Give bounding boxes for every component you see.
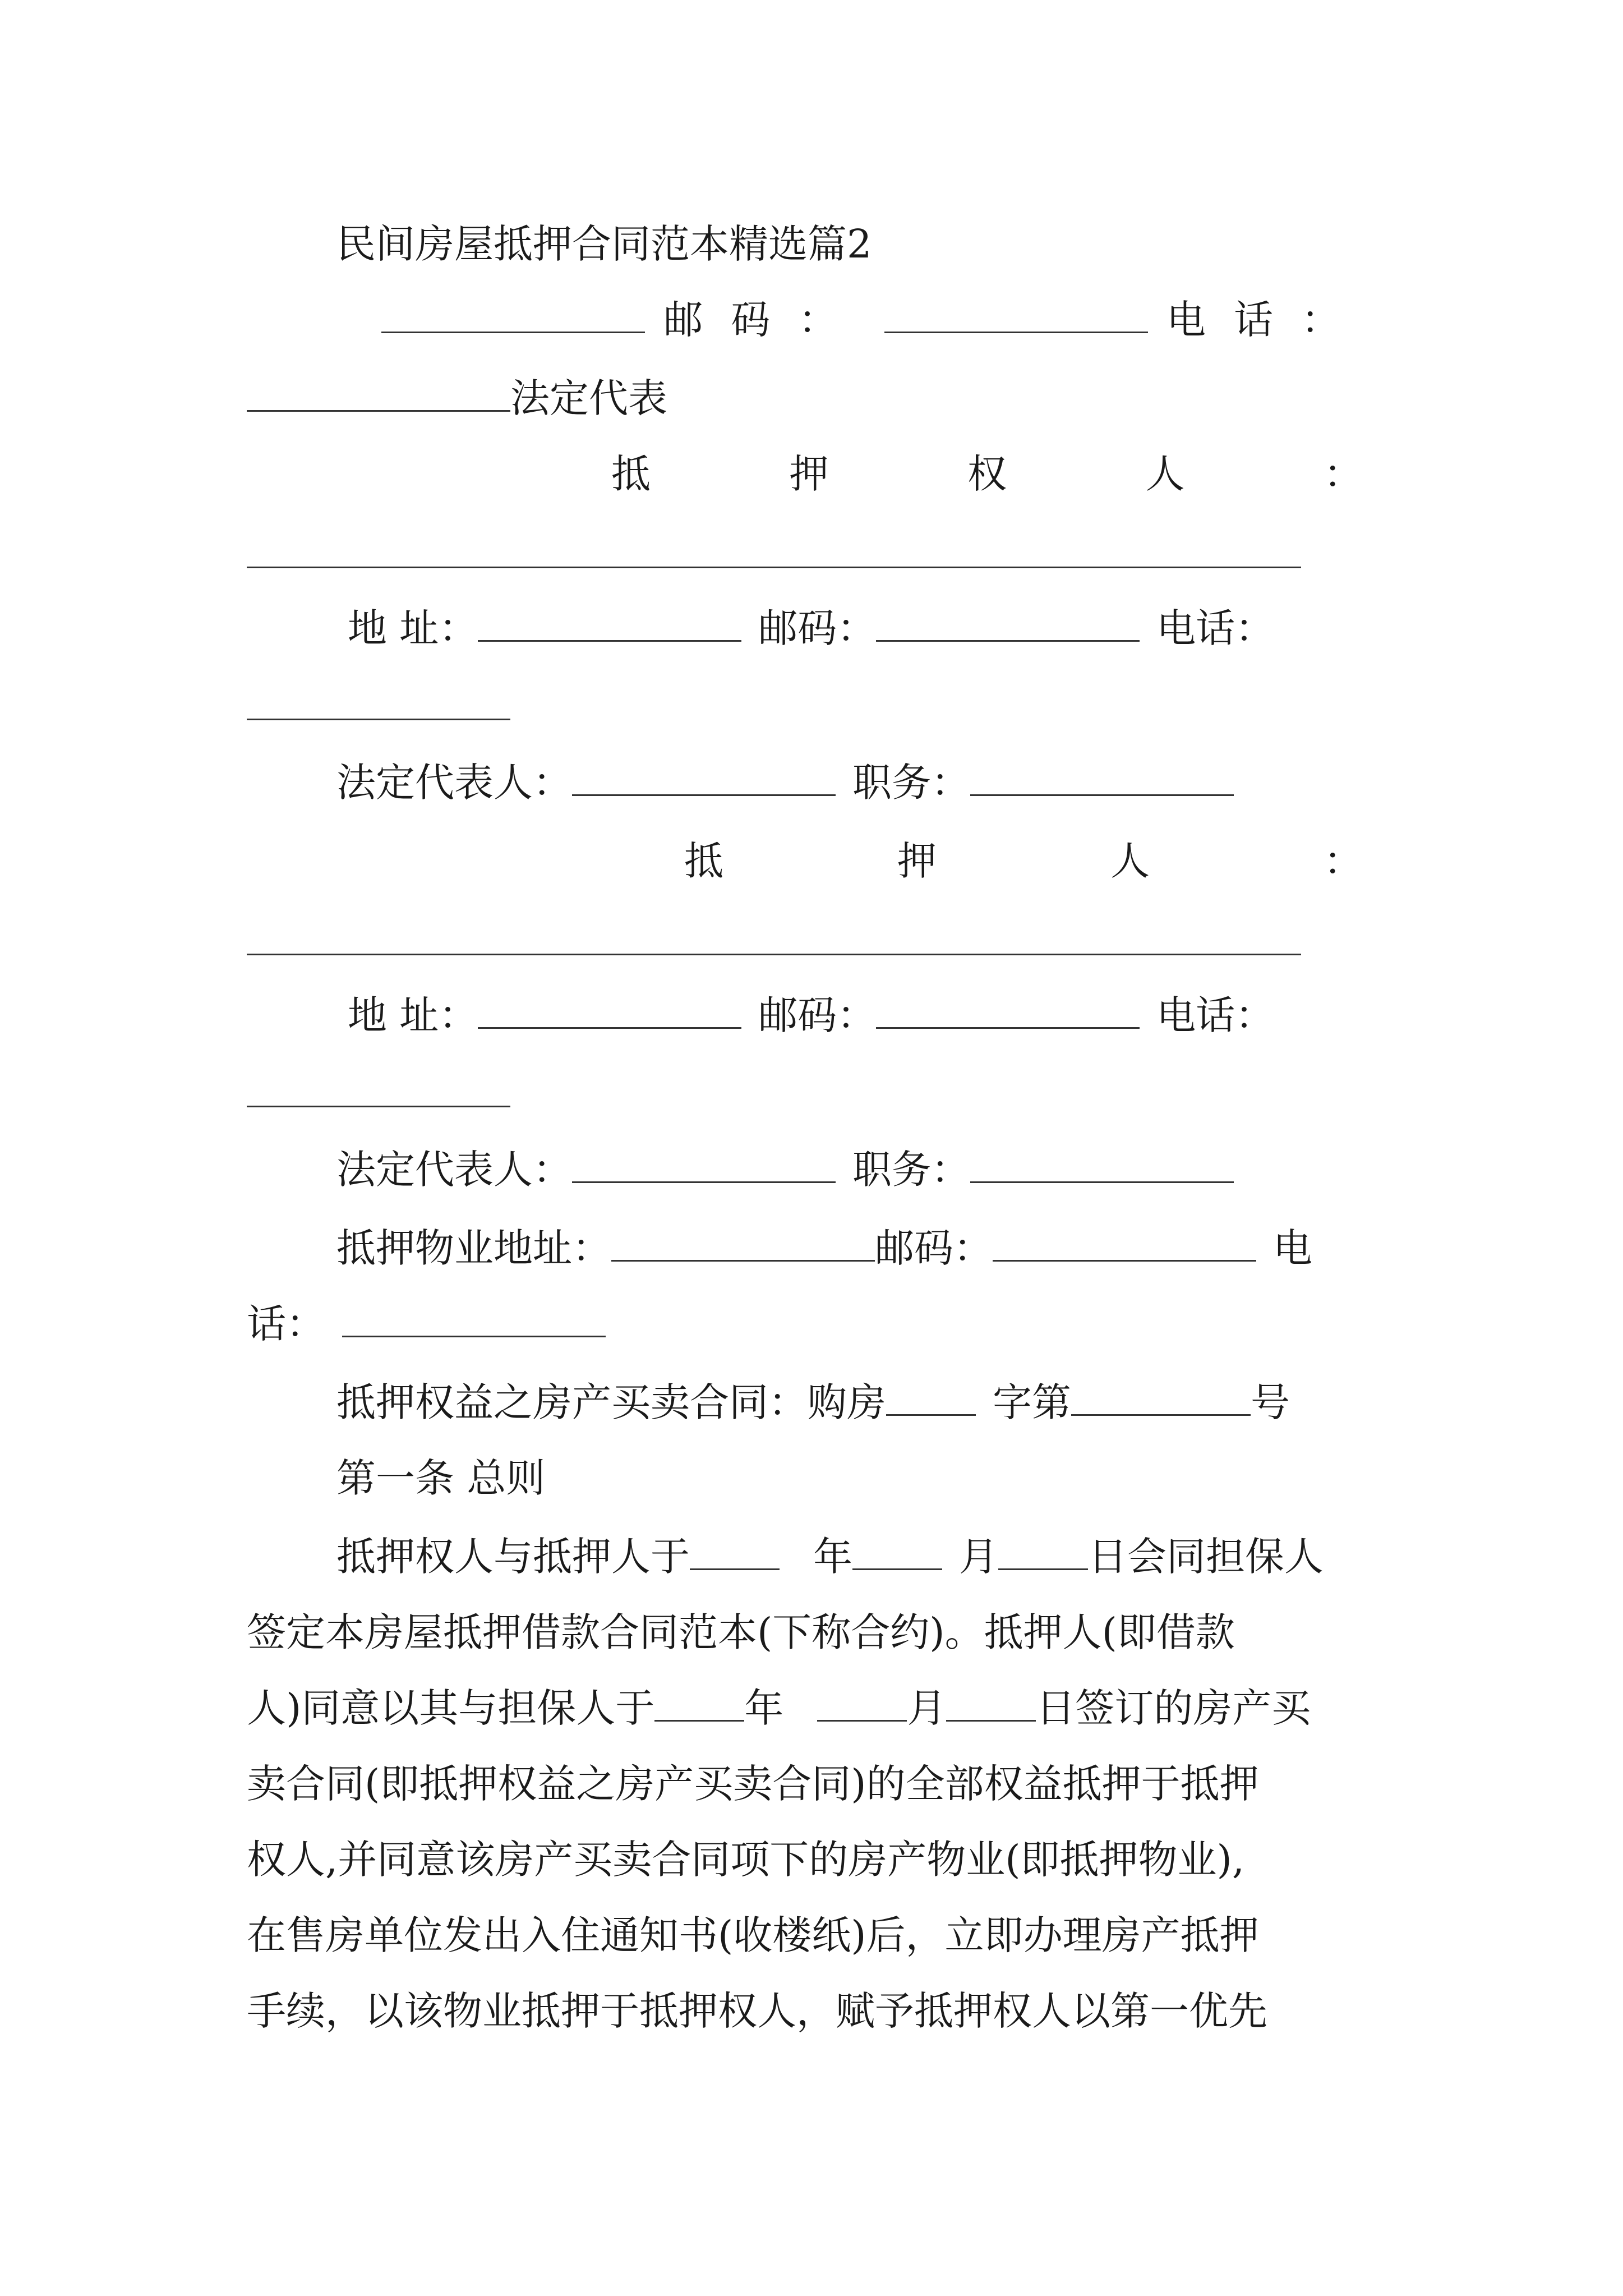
blank-field[interactable] <box>572 1148 836 1183</box>
blank-field[interactable] <box>876 993 1140 1029</box>
mortgagee-char: 权 <box>967 451 1007 497</box>
body-line-2: 签定本房屋抵押借款合同范本(下称合约)。抵押人(即借款 <box>247 1609 1235 1655</box>
document-title: 民间房屋抵押合同范本精选篇2 <box>336 221 872 267</box>
body-text: 人)同意以其与担保人于 <box>247 1685 655 1731</box>
phone-blank-row <box>247 682 1385 732</box>
position-label: 职务： <box>852 1147 970 1193</box>
body-line-5: 权人,并同意该房产买卖合同项下的房产物业(即抵押物业), <box>247 1837 1245 1883</box>
blank-field[interactable] <box>817 1686 907 1722</box>
blank-field[interactable] <box>381 298 645 333</box>
legal-rep-label: 法定代表人： <box>336 1147 572 1193</box>
blank-field[interactable] <box>998 1535 1088 1570</box>
blank-field[interactable] <box>342 1302 606 1337</box>
mortgagee-label-row <box>611 449 1363 499</box>
mortgagee-char: 抵 <box>611 451 651 497</box>
body-text: 日会同担保人 <box>1088 1534 1324 1580</box>
blank-field[interactable] <box>970 1148 1234 1183</box>
blank-field[interactable] <box>993 1226 1256 1262</box>
blank-field[interactable] <box>654 1686 744 1722</box>
phone-label-part: 话： <box>247 1301 325 1347</box>
body-text: 月 <box>907 1685 947 1731</box>
body-text: 年 <box>813 1534 852 1580</box>
blank-field[interactable] <box>886 1381 976 1416</box>
mortgagor-char: 押 <box>897 838 937 884</box>
phone-label: 电话： <box>1156 605 1275 651</box>
mortgagee-address-row <box>348 603 1368 654</box>
body-text: 抵押权人与抵押人于 <box>336 1534 690 1580</box>
mortgagee-colon: ： <box>1324 451 1363 497</box>
blank-field[interactable] <box>247 685 510 720</box>
postcode-label: 邮码： <box>758 992 877 1038</box>
phone-label-part: 电 <box>1273 1225 1312 1271</box>
body-line-1 <box>336 1531 1475 1582</box>
postcode-label: 邮码： <box>758 605 877 651</box>
body-line-7: 手续，以该物业抵押于抵押权人，赋予抵押权人以第一优先 <box>247 1988 1267 2034</box>
mortgagor-address-row <box>348 990 1368 1041</box>
mortgagor-colon: ： <box>1324 838 1363 884</box>
postcode-label: 邮码： <box>875 1225 993 1271</box>
legal-rep-label: 法定代表人： <box>336 760 572 806</box>
contract-ref-suffix: 号 <box>1251 1379 1290 1425</box>
blank-field[interactable] <box>478 606 741 642</box>
blank-field[interactable] <box>876 606 1140 642</box>
body-text: 日签订的房产买 <box>1036 1685 1311 1731</box>
mortgagor-char: 抵 <box>684 838 723 884</box>
property-phone-row <box>247 1299 1385 1349</box>
blank-field[interactable] <box>884 298 1148 333</box>
contract-ref-mid: 字第 <box>993 1379 1071 1425</box>
article-title: 第一条 总则 <box>336 1455 546 1501</box>
legal-rep-label: 法定代表 <box>510 375 667 421</box>
header-contact-row <box>381 295 1368 345</box>
body-line-3 <box>247 1683 1385 1733</box>
legal-rep-short-row <box>247 373 1385 424</box>
blank-field[interactable] <box>478 993 741 1029</box>
phone-blank-row <box>247 1069 1385 1119</box>
mortgagor-char: 人 <box>1110 838 1150 884</box>
phone-label: 电话： <box>1166 297 1368 343</box>
body-line-6: 在售房单位发出入住通知书(收楼纸)后，立即办理房产抵押 <box>247 1912 1259 1958</box>
mortgagee-name-line[interactable] <box>247 567 1301 568</box>
contract-ref-row <box>336 1377 1475 1428</box>
blank-field[interactable] <box>1071 1381 1251 1416</box>
blank-field[interactable] <box>572 761 836 796</box>
mortgagor-rep-row <box>336 1144 1475 1195</box>
blank-field[interactable] <box>690 1535 780 1570</box>
body-line-4: 卖合同(即抵押权益之房产买卖合同)的全部权益抵押于抵押 <box>247 1761 1259 1807</box>
property-address-label: 抵押物业地址： <box>336 1225 611 1271</box>
blank-field[interactable] <box>852 1535 942 1570</box>
phone-label: 电话： <box>1156 992 1275 1038</box>
property-address-row <box>336 1223 1391 1273</box>
blank-field[interactable] <box>946 1686 1036 1722</box>
blank-field[interactable] <box>611 1226 875 1262</box>
mortgagee-rep-row <box>336 757 1475 808</box>
mortgagor-label-row <box>684 836 1363 886</box>
mortgagee-char: 押 <box>789 451 829 497</box>
body-text: 年 <box>744 1685 784 1731</box>
blank-field[interactable] <box>247 1072 510 1107</box>
body-text: 月 <box>959 1534 998 1580</box>
position-label: 职务： <box>852 760 970 806</box>
contract-ref-prefix: 抵押权益之房产买卖合同：购房 <box>336 1379 886 1425</box>
mortgagor-name-line[interactable] <box>247 954 1301 955</box>
address-label: 地 址： <box>348 992 478 1038</box>
mortgagee-char: 人 <box>1145 451 1185 497</box>
address-label: 地 址： <box>348 605 478 651</box>
postcode-label: 邮码： <box>663 297 866 343</box>
blank-field[interactable] <box>970 761 1234 796</box>
blank-field[interactable] <box>247 376 510 412</box>
